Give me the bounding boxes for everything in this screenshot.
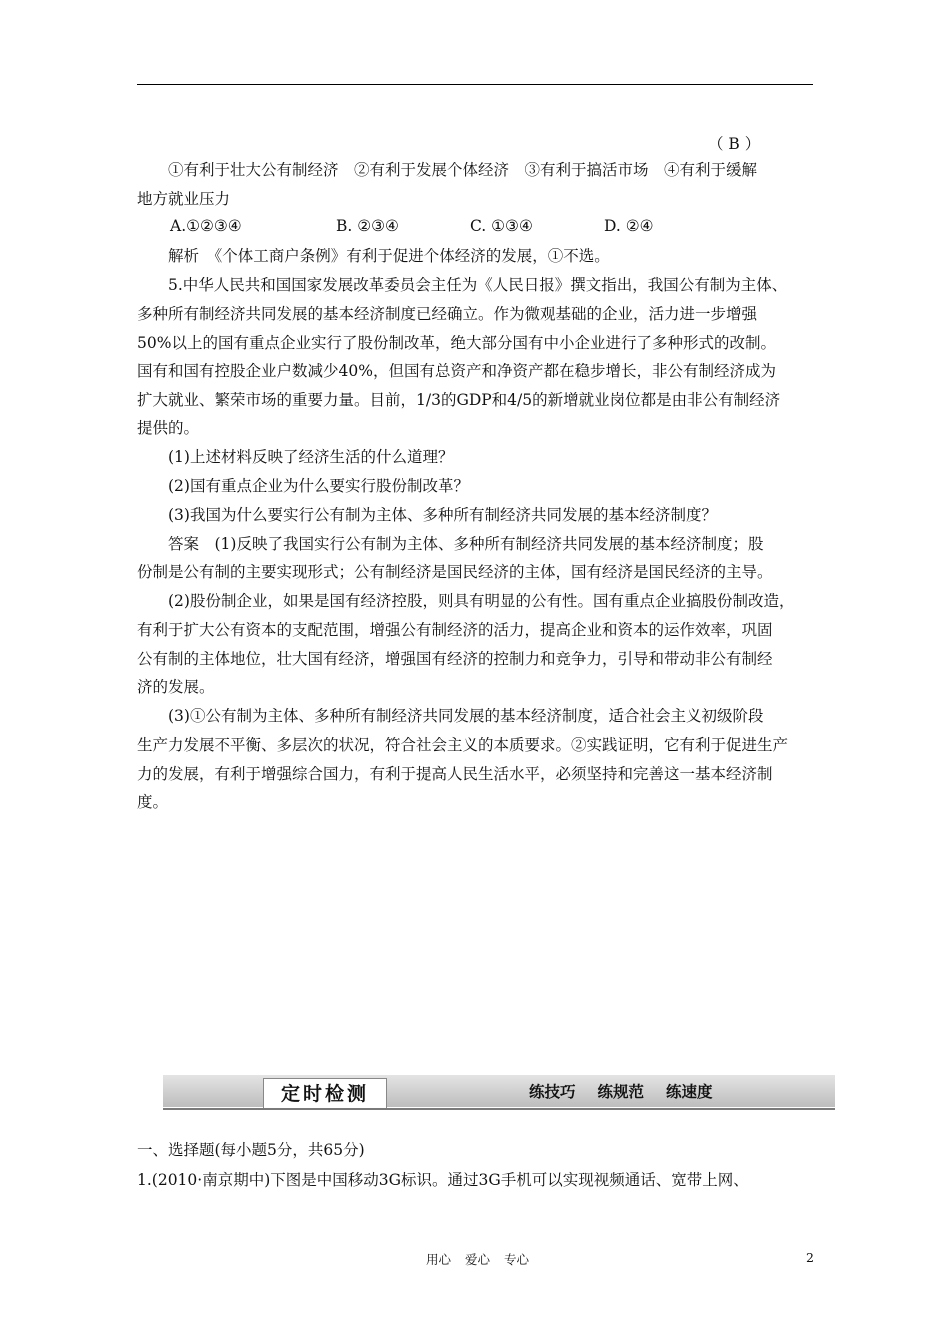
q4-option-a: A.①②③④	[170, 217, 242, 235]
q5-line: 国有和国有控股企业户数减少40%，但国有总资产和净资产都在稳步增长，非公有制经济成为	[137, 362, 776, 380]
q5-question-2: (2)国有重点企业为什么要实行股份制改革？	[168, 477, 469, 495]
answer-2-line: (2)股份制企业，如果是国有经济控股，则具有明显的公有性。国有重点企业搞股份制改造，	[168, 592, 795, 610]
answer-3-line: 生产力发展不平衡、多层次的状况，符合社会主义的本质要求。②实践证明，它有利于促进生产	[137, 736, 789, 754]
q5-question-1: (1)上述材料反映了经济生活的什么道理？	[168, 448, 454, 466]
answer-1-line: 答案 (1)反映了我国实行公有制为主体、多种所有制经济共同发展的基本经济制度；股	[168, 535, 764, 553]
q4-option-d: D. ②④	[604, 217, 654, 235]
answer-3-line: 度。	[137, 793, 169, 811]
q5-line: 多种所有制经济共同发展的基本经济制度已经确立。作为微观基础的企业，活力进一步增强	[137, 305, 758, 323]
q5-line: 提供的。	[137, 419, 200, 437]
q5-line: 50%以上的国有重点企业实行了股份制改革，绝大部分国有中小企业进行了多种形式的改制。	[137, 334, 776, 352]
q5-question-3: (3)我国为什么要实行公有制为主体、多种所有制经济共同发展的基本经济制度？	[168, 506, 717, 524]
q4-analysis: 解析 《个体工商户条例》有利于促进个体经济的发展，①不选。	[168, 247, 610, 265]
banner-sub-speed: 练速度	[666, 1083, 713, 1101]
q5-line: 扩大就业、繁荣市场的重要力量。目前，1/3的GDP和4/5的新增就业岗位都是由非公有制经济	[137, 391, 781, 409]
section-banner	[163, 1075, 835, 1110]
footer-word: 专心	[504, 1252, 530, 1267]
answer-1-line: 份制是公有制的主要实现形式；公有制经济是国民经济的主体，国有经济是国民经济的主导。	[137, 563, 773, 581]
banner-sub-skill: 练技巧	[529, 1083, 576, 1101]
banner-underline	[163, 1108, 835, 1110]
banner-subtitle	[529, 1080, 735, 1102]
q5-line: 5.中华人民共和国国家发展改革委员会主任为《人民日报》撰文指出，我国公有制为主体、	[168, 276, 788, 294]
section-q1: 1.(2010·南京期中)下图是中国移动3G标识。通过3G手机可以实现视频通话、宽带上网、	[137, 1171, 749, 1189]
footer-motto	[426, 1250, 543, 1268]
answer-mark: （ B ）	[708, 135, 761, 153]
footer-word: 爱心	[465, 1252, 491, 1267]
q4-option-b: B. ②③④	[336, 217, 399, 235]
section-heading: 一、选择题(每小题5分，共65分)	[137, 1141, 365, 1159]
page-number: 2	[806, 1250, 814, 1265]
answer-2-line: 公有制的主体地位，壮大国有经济，增强国有经济的控制力和竞争力，引导和带动非公有制经	[137, 650, 773, 668]
q4-statements: ①有利于壮大公有制经济 ②有利于发展个体经济 ③有利于搞活市场 ④有利于缓解	[168, 161, 758, 179]
banner-sub-norm: 练规范	[597, 1083, 645, 1101]
answer-2-line: 济的发展。	[137, 678, 215, 696]
footer-word: 用心	[426, 1252, 452, 1267]
answer-3-line: (3)①公有制为主体、多种所有制经济共同发展的基本经济制度，适合社会主义初级阶段	[168, 707, 764, 725]
answer-2-line: 有利于扩大公有资本的支配范围，增强公有制经济的活力，提高企业和资本的运作效率，巩固	[137, 621, 773, 639]
answer-3-line: 力的发展，有利于增强综合国力，有利于提高人民生活水平，必须坚持和完善这一基本经济制	[137, 765, 773, 783]
q4-statements-cont: 地方就业压力	[137, 190, 231, 208]
banner-title: 定时检测	[263, 1078, 387, 1108]
q4-option-c: C. ①③④	[470, 217, 533, 235]
header-rule	[137, 84, 813, 85]
